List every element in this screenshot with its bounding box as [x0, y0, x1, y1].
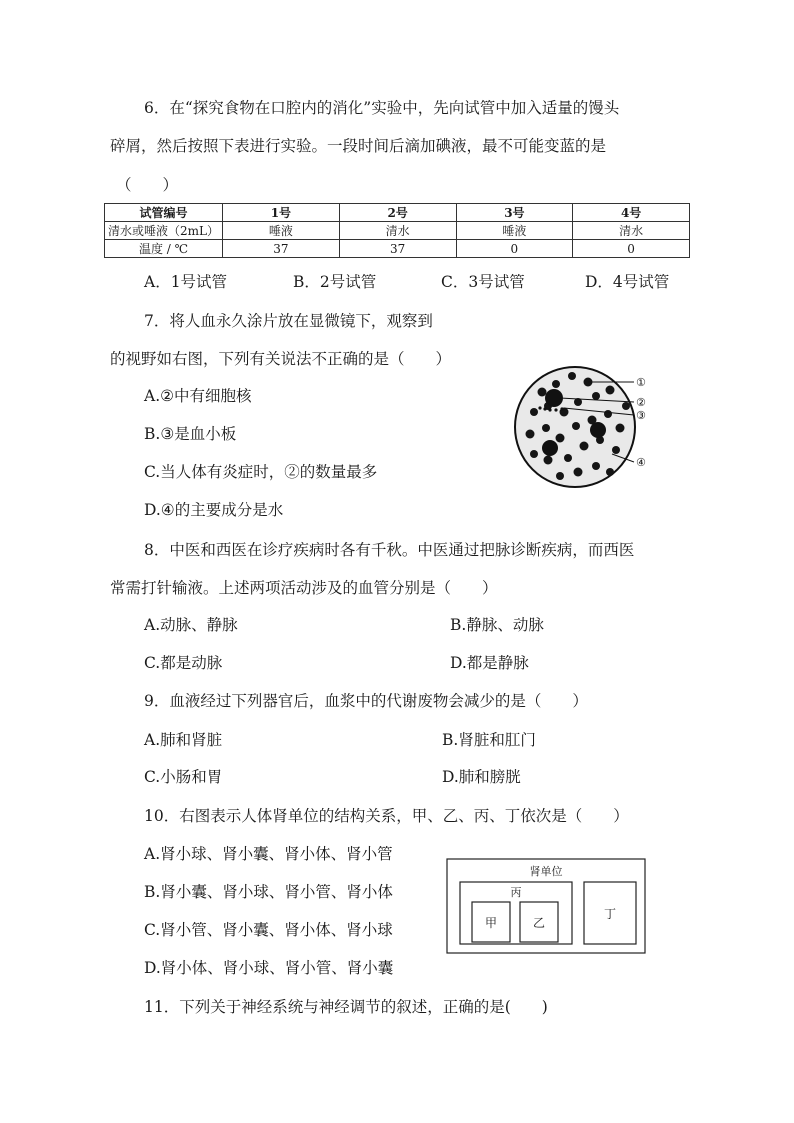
label-1: ①	[636, 376, 646, 389]
q7-option-b: B.③是血小板	[144, 425, 237, 443]
label-2: ②	[636, 396, 646, 409]
q6-option-c: C．3号试管	[441, 273, 525, 291]
nephron-diagram	[446, 858, 646, 954]
q7-option-c: C.当人体有炎症时，②的数量最多	[144, 463, 378, 481]
experiment-table	[104, 203, 690, 258]
q8-stem-line2: 常需打针输液。上述两项活动涉及的血管分别是（ ）	[110, 579, 498, 597]
table-cell: 1号	[223, 204, 340, 222]
q11-stem-line1: 11．下列关于神经系统与神经调节的叙述，正确的是( )	[144, 998, 548, 1016]
table-cell: 37	[223, 240, 340, 258]
q8-option-c: C.都是动脉	[144, 654, 223, 672]
table-cell: 0	[456, 240, 573, 258]
table-cell: 清水或唾液（2mL）	[105, 222, 223, 240]
label-jia: 甲	[484, 916, 498, 930]
q10-option-a: A.肾小球、肾小囊、肾小体、肾小管	[144, 845, 393, 863]
q6-stem-line2: 碎屑，然后按照下表进行实验。一段时间后滴加碘液，最不可能变蓝的是	[110, 137, 607, 155]
table-cell: 清水	[339, 222, 456, 240]
q8-stem-line1: 8．中医和西医在诊疗疾病时各有千秋。中医通过把脉诊断疾病，而西医	[144, 541, 635, 559]
q6-stem-line1: 6．在“探究食物在口腔内的消化”实验中，先向试管中加入适量的馒头	[144, 99, 620, 117]
q7-option-a: A.②中有细胞核	[144, 387, 252, 405]
q9-option-c: C.小肠和胃	[144, 768, 223, 786]
q9-stem-line1: 9．血液经过下列器官后，血浆中的代谢废物会减少的是（ ）	[144, 692, 588, 710]
table-cell: 0	[573, 240, 690, 258]
table-cell: 唾液	[223, 222, 340, 240]
table-cell: 37	[339, 240, 456, 258]
q6-answer-bracket: （ ）	[116, 176, 179, 194]
label-3: ③	[636, 409, 646, 422]
nephron-title: 肾单位	[529, 865, 563, 878]
table-row	[105, 240, 690, 258]
table-cell: 清水	[573, 222, 690, 240]
q9-option-d: D.肺和膀胱	[442, 768, 521, 786]
label-ding: 丁	[603, 907, 617, 921]
blood-smear-figure	[512, 362, 692, 492]
table-cell: 唾液	[456, 222, 573, 240]
q10-option-c: C.肾小管、肾小囊、肾小体、肾小球	[144, 921, 393, 939]
q6-option-b: B．2号试管	[293, 273, 377, 291]
q7-option-d: D.④的主要成分是水	[144, 501, 284, 519]
table-row	[105, 204, 690, 222]
table-cell: 试管编号	[105, 204, 223, 222]
q8-option-d: D.都是静脉	[450, 654, 529, 672]
q9-option-b: B.肾脏和肛门	[442, 731, 536, 749]
table-cell: 4号	[573, 204, 690, 222]
table-row	[105, 222, 690, 240]
label-4: ④	[636, 456, 646, 469]
q10-option-d: D.肾小体、肾小球、肾小管、肾小囊	[144, 959, 394, 977]
q9-option-a: A.肺和肾脏	[144, 731, 223, 749]
q8-option-b: B.静脉、动脉	[450, 616, 544, 634]
q10-option-b: B.肾小囊、肾小球、肾小管、肾小体	[144, 883, 393, 901]
table-cell: 温度 / ℃	[105, 240, 223, 258]
label-yi: 乙	[532, 916, 546, 930]
q6-option-d: D．4号试管	[585, 273, 670, 291]
q7-stem-line1: 7．将人血永久涂片放在显微镜下，观察到	[144, 312, 433, 330]
q8-option-a: A.动脉、静脉	[144, 616, 238, 634]
label-bing: 丙	[510, 886, 522, 899]
q10-stem-line1: 10．右图表示人体肾单位的结构关系，甲、乙、丙、丁依次是（ ）	[144, 807, 629, 825]
table-cell: 3号	[456, 204, 573, 222]
q7-stem-line2: 的视野如右图，下列有关说法不正确的是（ ）	[110, 350, 452, 368]
q6-option-a: A．1号试管	[144, 273, 228, 291]
table-cell: 2号	[339, 204, 456, 222]
